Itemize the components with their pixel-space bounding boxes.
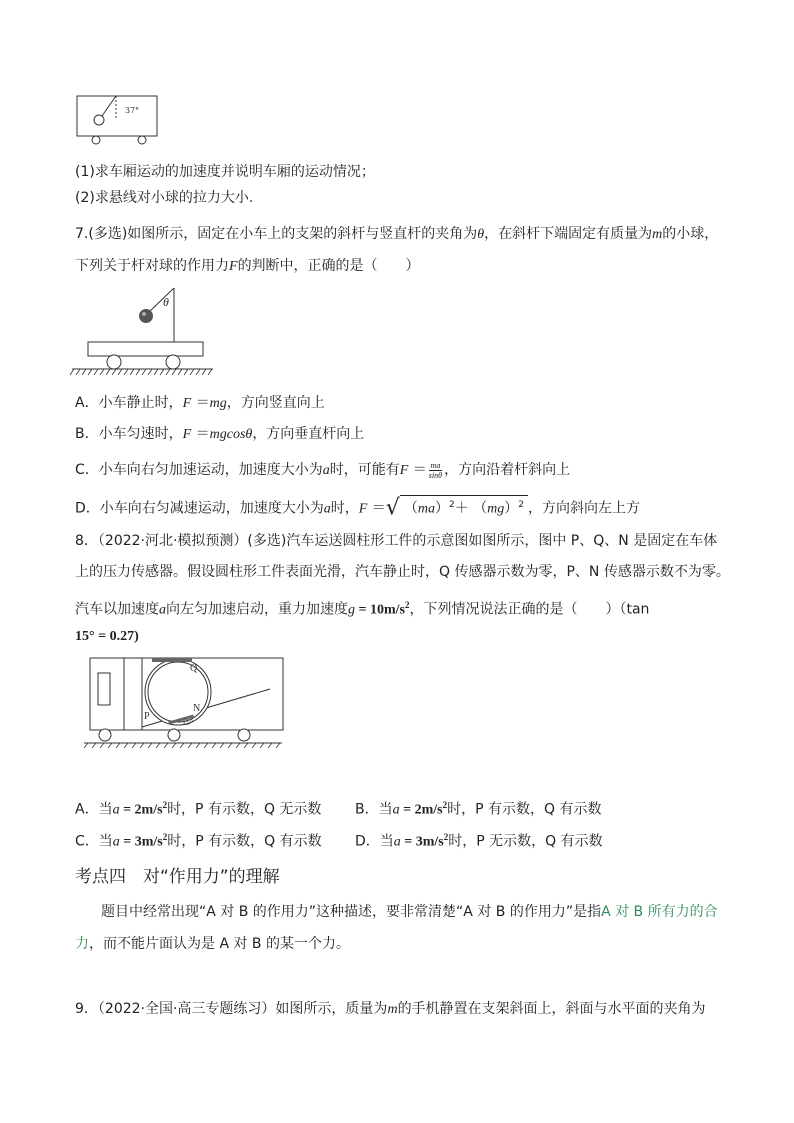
- sensor-p-label: P: [144, 711, 150, 722]
- highlight-text: A 对 B 所有力的合: [601, 904, 718, 920]
- q8-stem-line4: 15° = 0.27): [75, 629, 139, 644]
- q7-stem-line1: 7.(多选)如图所示，固定在小车上的支架的斜杆与竖直杆的夹角为θ，在斜杆下端固定有质量为m的小球，: [75, 226, 719, 242]
- angle-label-37: 37°: [125, 106, 140, 115]
- q8-option-c[interactable]: C．当$a = 3m/s^2$时，P 有示数，Q 有示数: [75, 832, 322, 850]
- q8-stem-line1: 8．（2022·河北·模拟预测）(多选)汽车运送圆柱形工件的示意图如图所示，图中 P、Q、N 是固定在车体: [75, 533, 718, 549]
- q7-option-c[interactable]: C．小车向右匀加速运动，加速度大小为a时，可能有F ＝ $\frac{ma}{\sin\theta}$ ，方向沿着杆斜向上: [75, 460, 571, 480]
- cart-rod-figure: [70, 285, 215, 380]
- sensor-q-label: Q: [190, 663, 198, 674]
- section-paragraph-line1: 题目中经常出现“A 对 B 的作用力”这种描述，要非常清楚“A 对 B 的作用力”是指A 对 B 所有力的合: [101, 904, 718, 920]
- q6-sub2: (2)求悬线对小球的拉力大小.: [75, 190, 254, 206]
- q7-option-b[interactable]: B．小车匀速时，F ＝mgcosθ，方向垂直杆向上: [75, 426, 365, 442]
- q8-stem-line3: 汽车以加速度a向左匀加速启动，重力加速度$g = 10m/s^2$，下列情况说法正确的是（ ）（tan: [75, 600, 650, 618]
- sqrt-symbol: √: [385, 495, 400, 521]
- q9-stem-line1: 9．（2022·全国·高三专题练习）如图所示，质量为m的手机静置在支架斜面上，斜面与水平面的夹角为: [75, 1001, 706, 1017]
- q7-option-a[interactable]: A．小车静止时，F ＝mg，方向竖直向上: [75, 395, 325, 411]
- sqrt-expression: （ma）$^2$＋ （mg）$^2$: [400, 495, 528, 519]
- theta-label: θ: [163, 295, 169, 309]
- fraction-ma-over-sin-theta: $\frac{ma}{\sin\theta}$: [428, 460, 443, 480]
- section-paragraph-line2: 力，而不能片面认为是 A 对 B 的某一个力。: [75, 936, 350, 952]
- q7-stem-line2: 下列关于杆对球的作用力F的判断中，正确的是（ ）: [75, 258, 420, 274]
- sensor-n-label: N: [193, 703, 201, 714]
- q8-option-d[interactable]: D．当$a = 3m/s^2$时，P 无示数，Q 有示数: [355, 832, 603, 850]
- car-pendulum-figure: [72, 92, 162, 147]
- q6-sub1: (1)求车厢运动的加速度并说明车厢的运动情况；: [75, 164, 375, 180]
- q8-stem-line2: 上的压力传感器。假设圆柱形工件表面光滑，汽车静止时，Q 传感器示数为零，P、N 传感器示数不为零。: [75, 564, 730, 580]
- angle-label-15: 15°: [182, 718, 194, 727]
- q8-option-a[interactable]: A．当$a = 2m/s^2$时，P 有示数，Q 无示数: [75, 800, 322, 818]
- truck-cylinder-figure: [72, 655, 287, 750]
- section-heading: 考点四 对“作用力”的理解: [75, 867, 280, 887]
- q7-option-d[interactable]: D．小车向右匀减速运动，加速度大小为a时，F ＝√ （ma）$^2$＋ （mg）$^2$ ，方向斜向左上方: [75, 495, 640, 521]
- q8-option-b[interactable]: B．当$a = 2m/s^2$时，P 有示数，Q 有示数: [355, 800, 602, 818]
